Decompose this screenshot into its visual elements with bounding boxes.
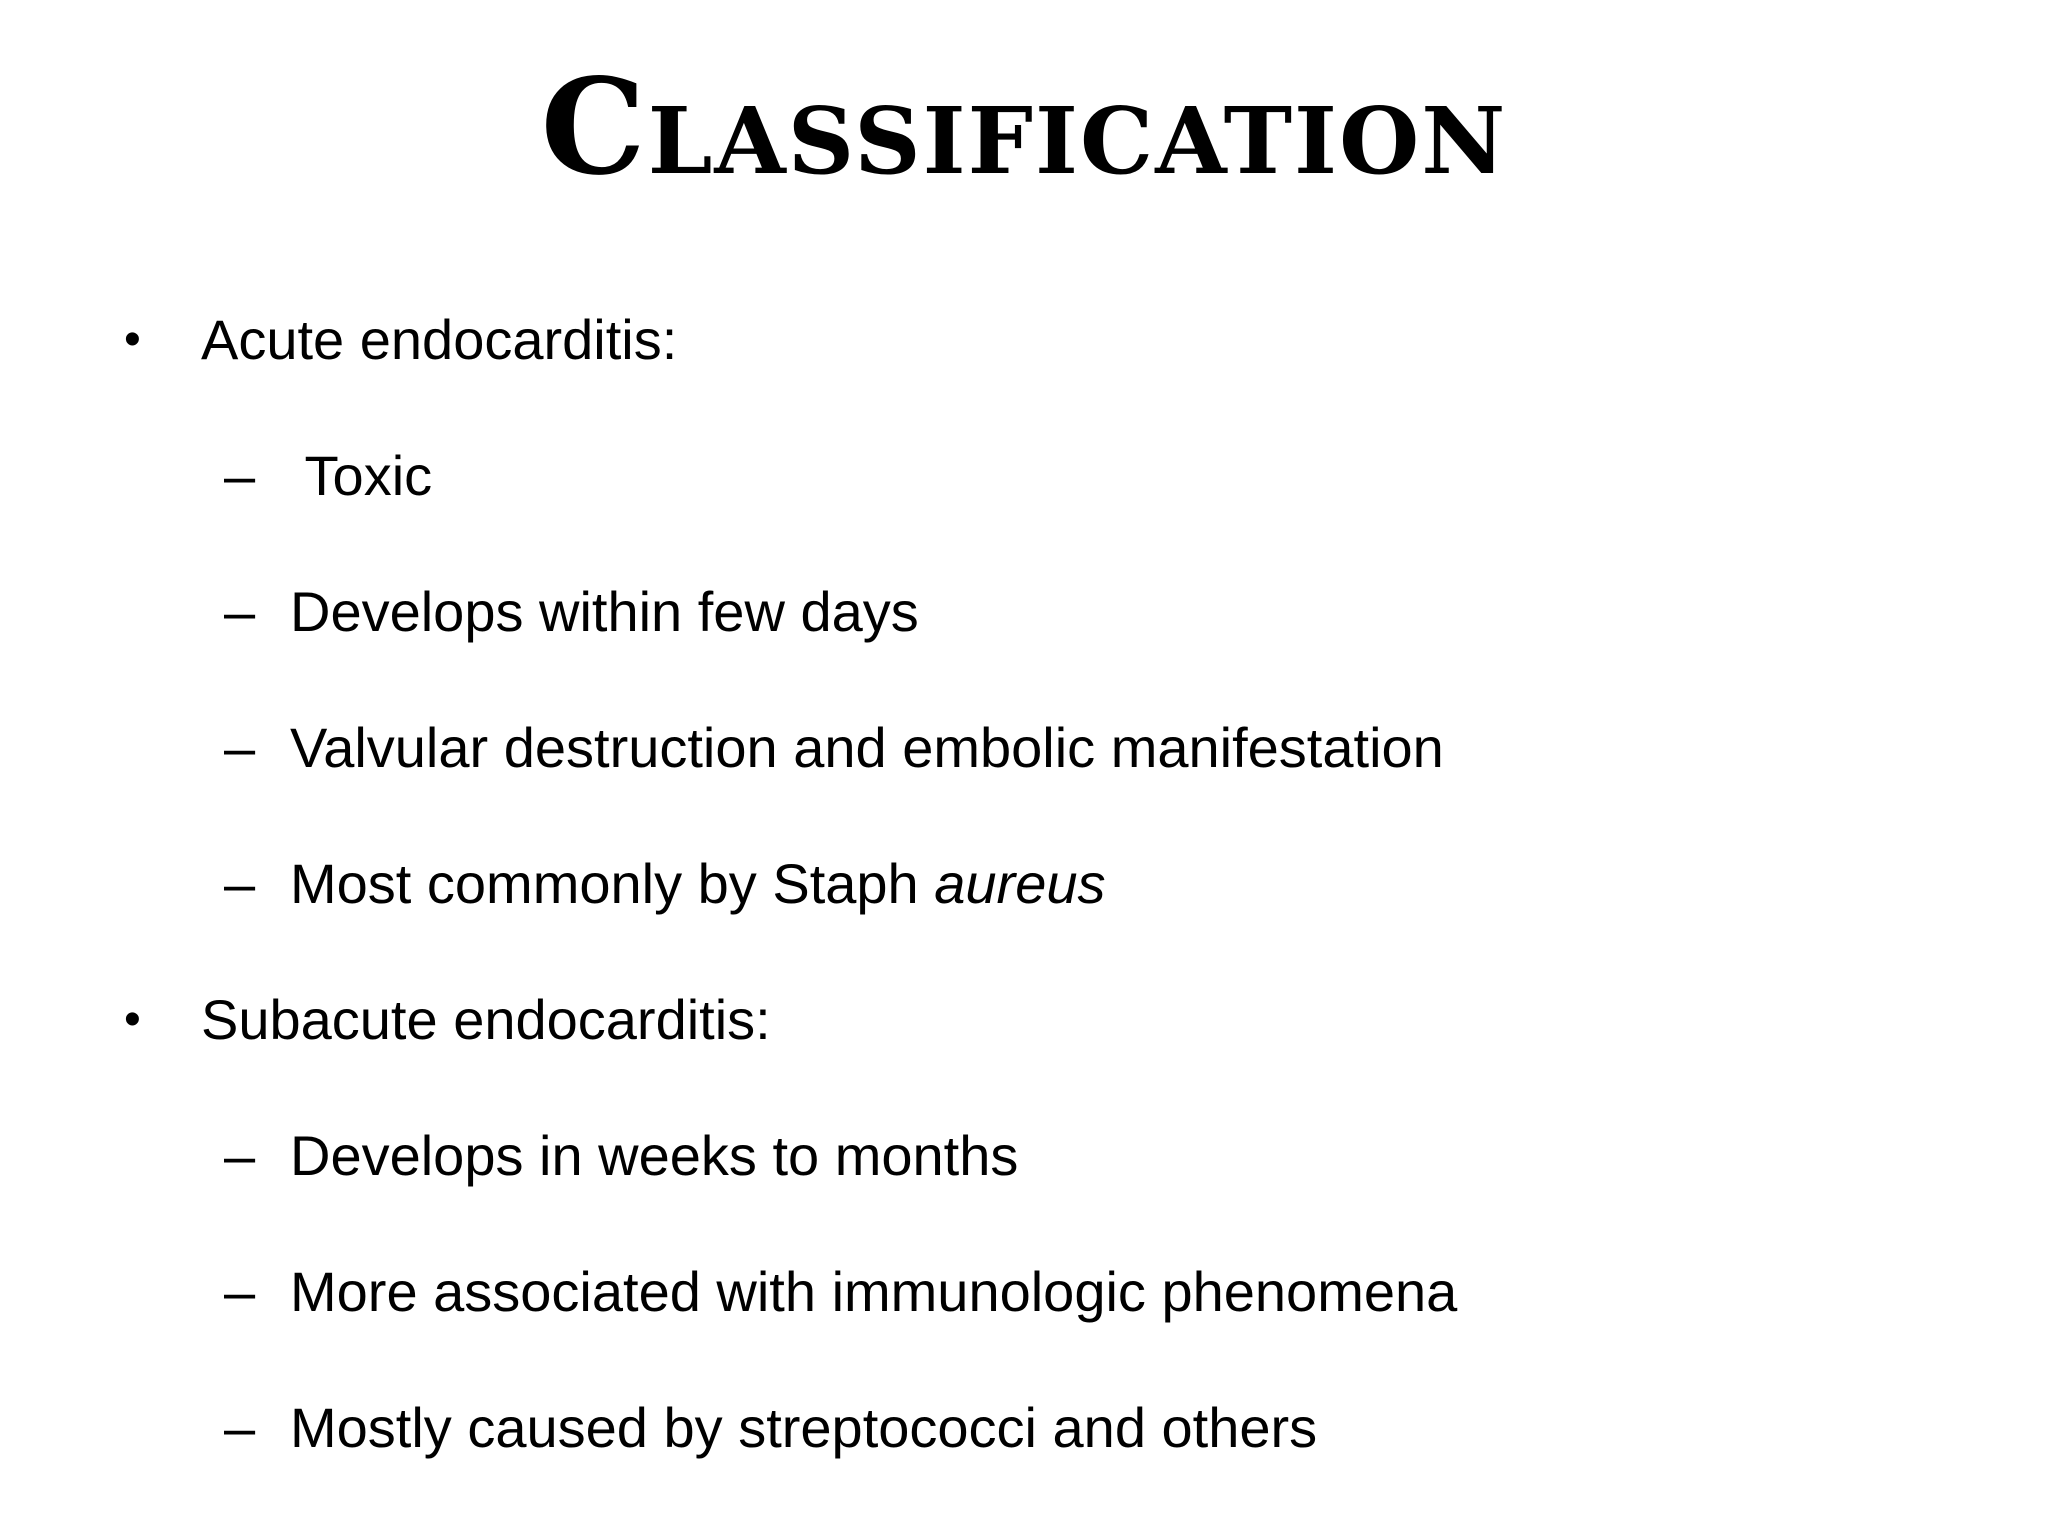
dash-marker: – bbox=[224, 716, 256, 779]
bullet-marker: • bbox=[124, 313, 141, 366]
sub-bullet-text-group bbox=[290, 844, 1105, 924]
bullet-marker: • bbox=[124, 993, 141, 1046]
italic-species-name: aureus bbox=[934, 852, 1106, 915]
dash-marker: – bbox=[224, 444, 256, 507]
bullet-text: Subacute endocarditis: bbox=[201, 988, 771, 1051]
bullet-text: Acute endocarditis: bbox=[201, 308, 678, 371]
sub-bullet-text: Valvular destruction and embolic manifestation bbox=[290, 716, 1444, 779]
sub-bullet-text: Toxic bbox=[290, 444, 433, 507]
sub-bullet-text: Most commonly by Staph bbox=[290, 852, 935, 915]
sub-bullet-text: Mostly caused by streptococci and others bbox=[290, 1396, 1318, 1459]
dash-marker: – bbox=[224, 852, 256, 915]
sub-bullet-text: Develops within few days bbox=[290, 580, 919, 643]
dash-marker: – bbox=[224, 1124, 256, 1187]
dash-marker: – bbox=[224, 1260, 256, 1323]
dash-marker: – bbox=[224, 580, 256, 643]
sub-bullet-text: Develops in weeks to months bbox=[290, 1124, 1019, 1187]
dash-marker: – bbox=[224, 1396, 256, 1459]
sub-bullet-text: More associated with immunologic phenomena bbox=[290, 1260, 1458, 1323]
slide-title: Classification bbox=[540, 50, 1508, 205]
